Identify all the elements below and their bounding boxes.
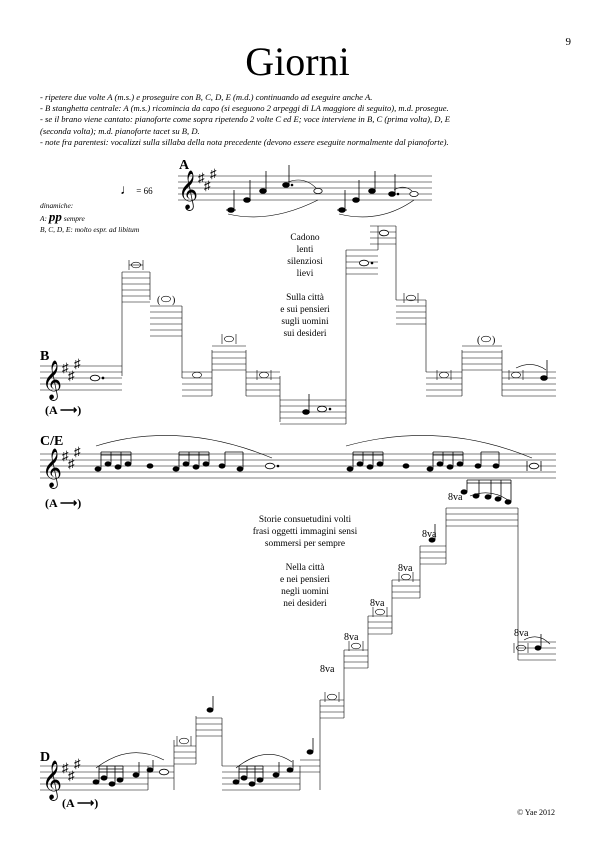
lyric-line: Cadono xyxy=(290,233,320,243)
svg-text:8va xyxy=(370,598,385,609)
lyric-line: frasi oggetti immagini sensi xyxy=(252,527,358,537)
lyric-line: e nei pensieri xyxy=(280,575,330,585)
ottava-label: 8va xyxy=(422,529,437,540)
note-b-1 xyxy=(90,375,104,381)
svg-text:♯: ♯ xyxy=(68,768,75,783)
ottava-label: 8va xyxy=(514,628,529,639)
treble-clef-icon xyxy=(42,361,62,401)
svg-text:♯: ♯ xyxy=(62,360,69,375)
lyric-line: sugli uomini xyxy=(281,317,329,327)
key-signature xyxy=(62,756,81,783)
ottava-label: 8va xyxy=(398,563,413,574)
repeat-a-marker: (A ⟶) xyxy=(45,403,82,417)
dynamics-label: dinamiche: xyxy=(40,201,74,210)
lyric-line: sommersi per sempre xyxy=(264,539,346,549)
lyric-line: lenti xyxy=(296,245,314,255)
svg-text:(: ( xyxy=(157,295,161,306)
svg-text:𝄞: 𝄞 xyxy=(42,362,63,399)
svg-text:♯: ♯ xyxy=(210,166,217,181)
pianissimo-mark: pp xyxy=(48,209,62,224)
lyric-line: nei desideri xyxy=(283,599,327,609)
page-title: Giorni xyxy=(245,39,350,84)
svg-text:𝄞: 𝄞 xyxy=(42,450,63,487)
dynamics-a-prefix: A: xyxy=(40,214,47,223)
key-signature xyxy=(62,356,81,383)
svg-text:♯: ♯ xyxy=(62,760,69,775)
lyric-line: lievi xyxy=(296,269,314,279)
tempo-value: = 66 xyxy=(136,186,153,196)
treble-clef-icon xyxy=(178,171,198,211)
lyric-line: sui desideri xyxy=(283,329,327,339)
ottava-label: 8va xyxy=(344,632,359,643)
page-number: 9 xyxy=(565,36,571,48)
key-signature xyxy=(198,166,217,193)
quarter-note-icon: ♩ xyxy=(120,183,134,198)
svg-text:8va xyxy=(448,492,463,503)
instruction-line: (seconda volta); m.d. pianoforte tacet su B, D. xyxy=(40,125,200,136)
svg-text:♯: ♯ xyxy=(74,356,81,371)
svg-text:8va xyxy=(320,664,335,675)
svg-text:8va xyxy=(398,563,413,574)
ottava-label: 8va xyxy=(370,598,385,609)
lyric-line: negli uomini xyxy=(281,587,329,597)
svg-text:♯: ♯ xyxy=(74,444,81,459)
svg-text:8va xyxy=(344,632,359,643)
lyric-line: Sulla città xyxy=(286,293,324,303)
ottava-marks xyxy=(320,492,529,675)
svg-text:8va xyxy=(422,529,437,540)
section-label-a: A xyxy=(179,158,190,173)
instruction-line: - B stanghetta centrale: A (m.s.) ricomincia da capo (si eseguono 2 arpeggi di LA maggiore di seguito), m.d. prosegue. xyxy=(40,103,449,114)
dynamics-bcde: B, C, D, E: molto espr. ad libitum xyxy=(40,225,140,234)
lyric-line: Storie consuetudini volti xyxy=(258,515,352,525)
repeat-a-marker: (A ⟶) xyxy=(62,796,99,810)
svg-text:): ) xyxy=(492,335,496,346)
svg-text:♯: ♯ xyxy=(74,756,81,771)
section-label-b: B xyxy=(40,349,50,364)
instruction-line: - se il brano viene cantato: pianoforte come sopra ripetendo 2 volte C ed E; voce interviene in B, C (prima volta), D, E xyxy=(40,114,451,125)
ottava-label: 8va xyxy=(448,492,463,503)
svg-text:): ) xyxy=(172,295,176,306)
treble-clef-icon xyxy=(42,761,62,801)
svg-text:♯: ♯ xyxy=(62,448,69,463)
lyric-line: silenziosi xyxy=(287,257,323,267)
instruction-line: - ripetere due volte A (m.s.) e proseguire con B, C, D, E (m.d.) continuando ad eseguire anche A. xyxy=(40,92,373,102)
staff-fragments-b xyxy=(122,226,556,424)
svg-text:♯: ♯ xyxy=(68,456,75,471)
instruction-line: - note fra parentesi: vocalizzi sulla sillaba della nota precedente (devono essere eseguite normalmente dal pianoforte). xyxy=(40,136,449,147)
repeat-a-marker: (A ⟶) xyxy=(45,496,82,510)
svg-text:♯: ♯ xyxy=(198,170,205,185)
svg-text:𝄞: 𝄞 xyxy=(178,172,199,209)
svg-text:♯: ♯ xyxy=(204,178,211,193)
key-signature xyxy=(62,444,81,471)
filled-notes-b xyxy=(303,230,548,414)
svg-text:(: ( xyxy=(477,335,481,346)
svg-text:𝄞: 𝄞 xyxy=(42,762,63,799)
copyright-notice: © Yae 2012 xyxy=(517,808,555,817)
section-label-ce: C/E xyxy=(40,434,64,449)
parentheses xyxy=(157,295,495,346)
ottava-label: 8va xyxy=(320,664,335,675)
note-group-a xyxy=(226,165,418,217)
treble-clef-icon xyxy=(42,449,62,489)
lyric-line: e sui pensieri xyxy=(280,305,330,315)
section-label-d: D xyxy=(40,750,51,765)
svg-text:♯: ♯ xyxy=(68,368,75,383)
lyric-line: Nella città xyxy=(285,563,325,573)
svg-text:8va xyxy=(514,628,529,639)
dynamics-a-suffix: sempre xyxy=(63,214,85,223)
